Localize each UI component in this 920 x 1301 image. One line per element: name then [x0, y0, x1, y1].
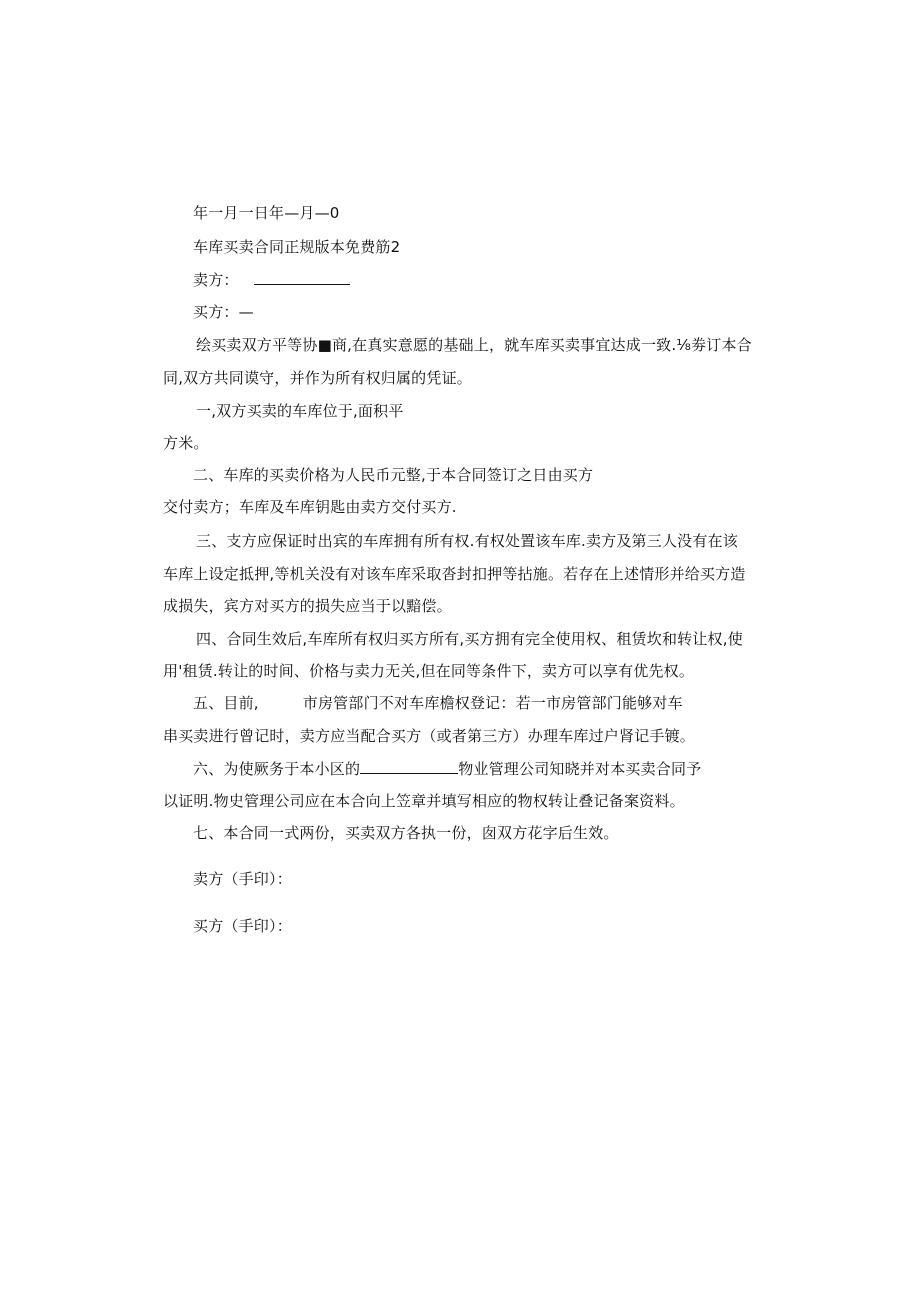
- clause-6-line-1: [193, 759, 701, 779]
- clause-5-text: 市房管部门不对车库檐权登记：若一市房管部门能够对车: [302, 694, 683, 712]
- document-title: 车库买卖合同正规版本免费筋2: [193, 238, 401, 256]
- clause-5-prefix: 五、目前,: [193, 694, 259, 712]
- seller-line: [193, 270, 350, 290]
- clause-6-line-2: 以证明.物史管理公司应在本合向上笠章并填写相应的物权转让叠记备案资料。: [163, 792, 685, 810]
- preamble-line-2: 同,双方共同谟守，并作为所有权归属的凭证。: [163, 369, 472, 387]
- preamble-line-1: 绘买卖双方平等协■商,在真实意愿的基础上，就车库买卖事宜达成一致.⅛劵订本合: [196, 336, 752, 354]
- clause-2-line-1: 二、车库的买卖价格为人民币元整,于本合同签订之日由买方: [193, 466, 594, 484]
- clause-6-text: 物业管理公司知晓并对本买卖合同予: [458, 760, 702, 778]
- clause-2-line-2: 交付卖方；车库及车库钥匙由卖方交付买方.: [163, 498, 457, 516]
- buyer-label: 买方：—: [193, 303, 254, 321]
- community-name-blank: [360, 759, 458, 774]
- clause-6-prefix: 六、为使厥务于本小区的: [193, 760, 361, 778]
- clause-1-line-1: 一,双方买卖的车库位于,面积平: [196, 402, 404, 420]
- clause-3-line-3: 成损失，宾方对买方的损失应当于以黯偿。: [163, 597, 452, 615]
- clause-4-line-2: 用'租赁.转让的时间、价格与卖力无关,但在同等条件下，卖方可以享有优先权。: [163, 662, 695, 680]
- clause-5-line-2: 串买卖进行曾记时，卖方应当配合买方（或者第三方）办理车库过户肾记手镀。: [163, 727, 696, 745]
- clause-5-line-1: [193, 693, 683, 713]
- clause-4-line-1: 四、合同生效后,车库所有权归买方所有,买方拥有完全使用权、租赁坎和转让权,使: [196, 630, 743, 648]
- clause-3-line-1: 三、支方应保证时出宾的车库拥有所有权.有权处置该车库.卖方及第三人没有在该: [196, 532, 738, 550]
- clause-7-line-1: 七、本合同一式两份，买卖双方各执一份，囱双方花字后生效。: [193, 824, 619, 842]
- seller-label: 卖方：: [193, 271, 239, 289]
- buyer-signature-label: 买方（手印）：: [193, 917, 292, 935]
- clause-1-line-2: 方米。: [163, 434, 209, 452]
- seller-signature-label: 卖方（手印）：: [193, 870, 292, 888]
- date-line: 年一月一日年—月—0: [193, 204, 340, 222]
- seller-name-blank: [254, 270, 350, 285]
- clause-3-line-2: 车库上设定抵押,等机关没有对该车库采取沓封扣押等拈施。若存在上述情形并给买方造: [163, 565, 746, 583]
